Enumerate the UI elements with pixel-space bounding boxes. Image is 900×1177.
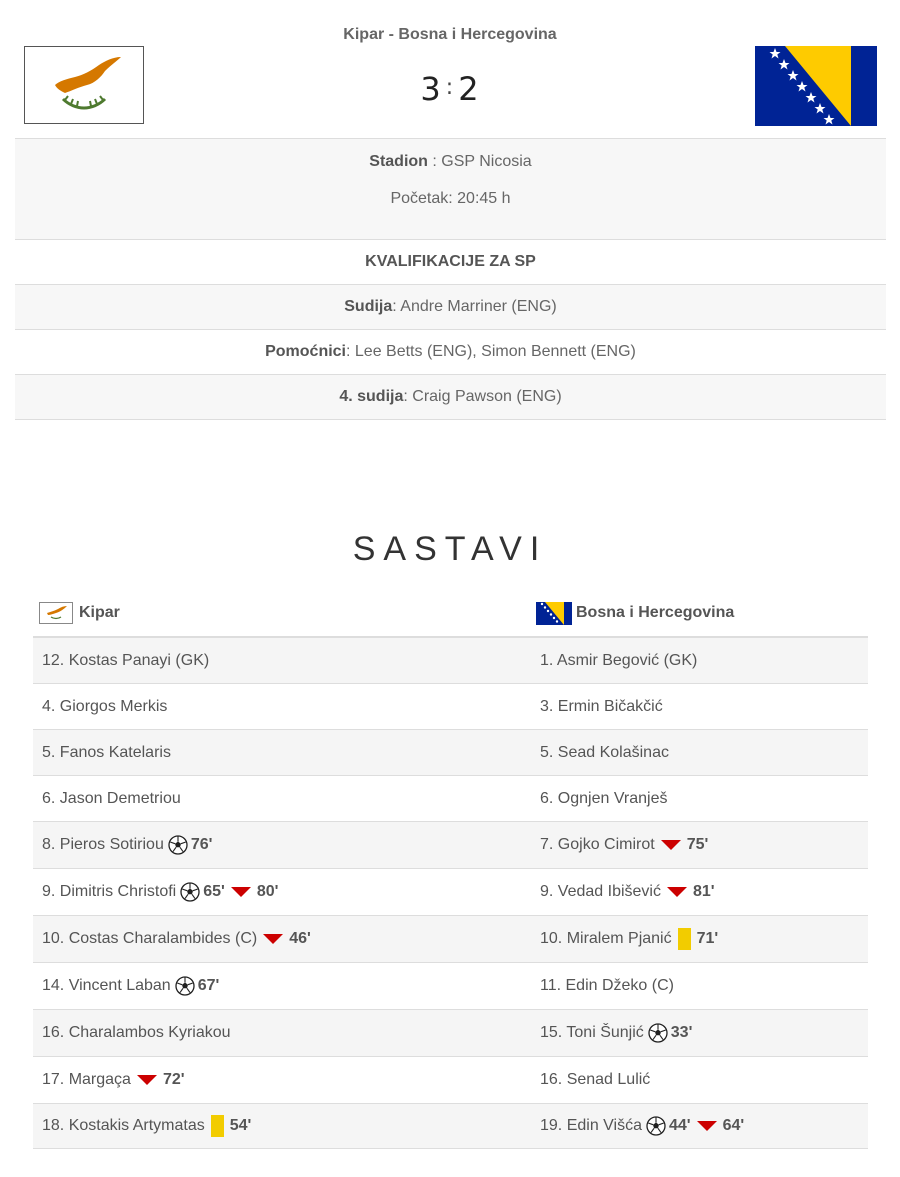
lineups-rows xyxy=(33,638,868,1149)
sub-off-icon xyxy=(667,887,687,897)
player-name: 10. Miralem Pjanić xyxy=(540,930,672,947)
away-player xyxy=(540,869,715,915)
fourth-official-row xyxy=(15,375,886,420)
referee-value: : Andre Marriner (ENG) xyxy=(392,298,557,315)
away-score: 2 xyxy=(458,70,480,108)
venue-row xyxy=(15,139,886,240)
event-minute: 75' xyxy=(686,836,709,853)
table-row xyxy=(33,776,868,822)
sub-off-icon xyxy=(661,840,681,850)
sub-off-icon xyxy=(697,1121,717,1131)
player-name: 9. Dimitris Christofi xyxy=(42,883,177,900)
player-name: 16. Charalambos Kyriakou xyxy=(42,1024,231,1041)
bosnia-flag-icon xyxy=(536,602,570,624)
away-player xyxy=(540,1104,744,1148)
competition-name: KVALIFIKACIJE ZA SP xyxy=(365,253,536,270)
player-event xyxy=(646,1116,691,1136)
table-row xyxy=(33,730,868,776)
table-row xyxy=(33,822,868,869)
sub-off-icon xyxy=(231,887,251,897)
home-player xyxy=(42,730,171,775)
away-team-header xyxy=(536,602,734,624)
player-name: 19. Edin Višća xyxy=(540,1117,642,1134)
player-event xyxy=(175,976,220,996)
ball-icon xyxy=(180,882,200,902)
home-player xyxy=(42,776,181,821)
player-name: 1. Asmir Begović (GK) xyxy=(540,651,698,669)
lineups-table xyxy=(33,594,868,1149)
player-event xyxy=(168,835,213,855)
player-name: 12. Kostas Panayi (GK) xyxy=(42,651,210,669)
player-name: 7. Gojko Cimirot xyxy=(540,836,655,853)
table-row xyxy=(33,916,868,963)
event-minute: 33' xyxy=(670,1024,693,1041)
event-minute: 80' xyxy=(256,883,279,900)
home-player xyxy=(42,638,209,683)
home-player xyxy=(42,963,219,1009)
event-minute: 64' xyxy=(722,1117,745,1134)
event-minute: 81' xyxy=(692,883,715,900)
player-event xyxy=(180,882,225,902)
away-player xyxy=(540,730,669,775)
home-team-name: Kipar xyxy=(79,604,120,621)
yellow-card-icon xyxy=(678,928,691,950)
event-minute: 46' xyxy=(289,930,311,947)
player-name: 14. Vincent Laban xyxy=(42,977,171,994)
home-player xyxy=(42,869,278,915)
assistants-value: : Lee Betts (ENG), Simon Bennett (ENG) xyxy=(346,343,636,360)
sub-off-icon xyxy=(137,1075,157,1085)
home-team-header xyxy=(39,602,120,624)
player-name: 5. Sead Kolašinac xyxy=(540,743,669,761)
kickoff-time: Početak: 20:45 h xyxy=(390,190,511,207)
player-name: 6. Jason Demetriou xyxy=(42,789,181,807)
away-player xyxy=(540,1010,692,1056)
assistants-label: Pomoćnici xyxy=(265,343,346,360)
away-player xyxy=(540,822,708,868)
event-minute: 71' xyxy=(696,930,719,947)
player-name: 18. Kostakis Artymatas xyxy=(42,1117,205,1134)
player-name: 11. Edin Džeko (C) xyxy=(540,977,674,994)
bosnia-flag-icon xyxy=(755,46,877,126)
player-event xyxy=(261,930,311,948)
home-player xyxy=(42,916,311,962)
player-name: 4. Giorgos Merkis xyxy=(42,697,168,715)
event-minute: 67' xyxy=(197,977,220,994)
referee-label: Sudija xyxy=(344,298,393,315)
table-row xyxy=(33,684,868,730)
event-minute: 72' xyxy=(162,1071,185,1088)
ball-icon xyxy=(168,835,188,855)
player-name: 3. Ermin Bičakčić xyxy=(540,697,663,715)
home-player xyxy=(42,684,167,729)
player-event xyxy=(648,1023,693,1043)
cyprus-flag-icon xyxy=(39,602,73,624)
stadium-value: : GSP Nicosia xyxy=(427,153,532,170)
assistants-row xyxy=(15,330,886,375)
fourth-official-label: 4. sudija xyxy=(339,388,404,405)
table-row xyxy=(33,1010,868,1057)
player-name: 5. Fanos Katelaris xyxy=(42,743,171,761)
player-name: 6. Ognjen Vranješ xyxy=(540,789,668,807)
ball-icon xyxy=(175,976,195,996)
player-name: 17. Margaça xyxy=(42,1071,131,1088)
home-player xyxy=(42,1010,231,1056)
match-info-table xyxy=(15,138,886,420)
player-event xyxy=(229,883,279,901)
score-separator: : xyxy=(445,75,455,100)
player-event xyxy=(695,1117,745,1135)
fourth-official-value: : Craig Pawson (ENG) xyxy=(403,388,562,405)
table-row xyxy=(33,1057,868,1104)
away-player xyxy=(540,1057,650,1103)
event-minute: 76' xyxy=(190,836,213,853)
player-event xyxy=(676,928,719,950)
away-player xyxy=(540,684,663,729)
table-row xyxy=(33,869,868,916)
player-name: 8. Pieros Sotiriou xyxy=(42,836,164,853)
referee-row xyxy=(15,285,886,330)
player-event xyxy=(209,1115,252,1137)
lineups-title: SASTAVI xyxy=(352,530,548,568)
home-score: 3 xyxy=(420,70,442,108)
away-player xyxy=(540,638,697,683)
player-name: 9. Vedad Ibišević xyxy=(540,883,661,900)
away-player xyxy=(540,916,718,962)
table-row xyxy=(33,1104,868,1149)
player-event xyxy=(665,883,715,901)
ball-icon xyxy=(648,1023,668,1043)
player-name: 10. Costas Charalambides (C) xyxy=(42,930,258,947)
event-minute: 65' xyxy=(203,883,225,900)
home-player xyxy=(42,822,212,868)
player-event xyxy=(135,1071,185,1089)
ball-icon xyxy=(646,1116,666,1136)
player-name: 15. Toni Šunjić xyxy=(540,1024,644,1041)
lineups-header xyxy=(33,594,868,638)
table-row xyxy=(33,963,868,1010)
away-team-name: Bosna i Hercegovina xyxy=(576,604,735,621)
away-player xyxy=(540,963,674,1009)
event-minute: 44' xyxy=(669,1117,691,1134)
away-player xyxy=(540,776,667,821)
home-player xyxy=(42,1057,185,1103)
stadium-label: Stadion xyxy=(369,153,428,170)
table-row xyxy=(33,638,868,684)
sub-off-icon xyxy=(263,934,283,944)
match-title: Kipar - Bosna i Hercegovina xyxy=(343,26,557,43)
home-player xyxy=(42,1104,251,1148)
player-name: 16. Senad Lulić xyxy=(540,1071,651,1088)
event-minute: 54' xyxy=(229,1117,252,1134)
competition-row xyxy=(15,240,886,285)
yellow-card-icon xyxy=(211,1115,224,1137)
player-event xyxy=(659,836,709,854)
match-header xyxy=(0,0,900,138)
